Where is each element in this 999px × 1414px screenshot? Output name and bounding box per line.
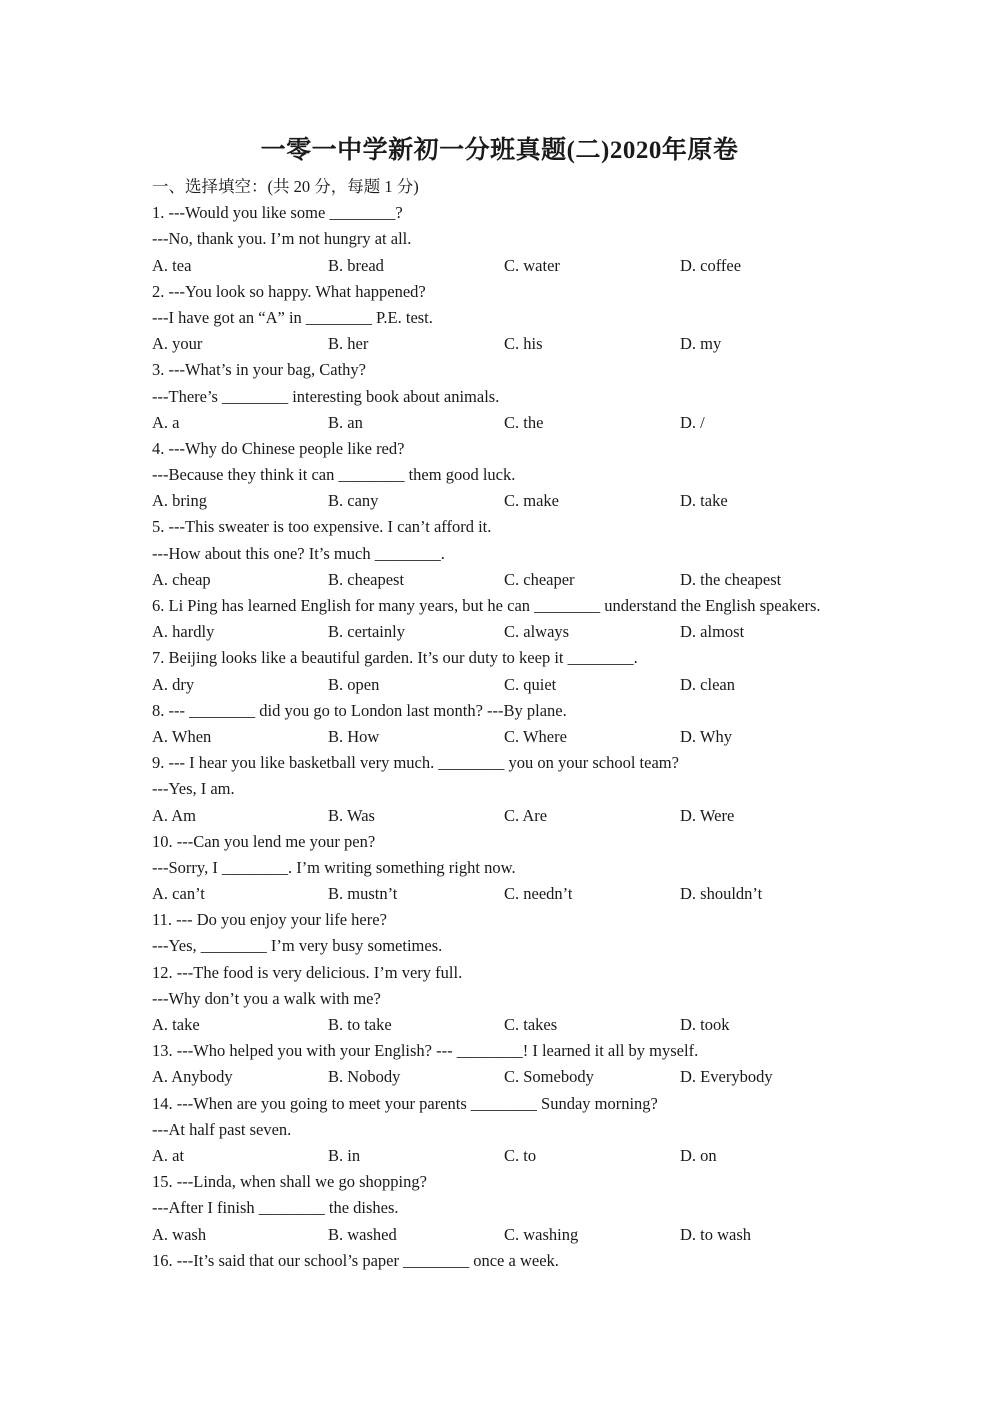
question-stem: 10. ---Can you lend me your pen? (152, 831, 376, 851)
question-14 (152, 1091, 912, 1170)
question-response-line: ---There’s ________ interesting book about animals. (152, 386, 500, 406)
option-d: D. my (680, 334, 722, 354)
question-stem: 11. --- Do you enjoy your life here? (152, 910, 387, 930)
question-12 (152, 960, 912, 1039)
question-9 (152, 750, 912, 829)
option-b: B. certainly (328, 622, 405, 642)
option-d: D. Everybody (680, 1067, 773, 1087)
option-d: D. / (680, 412, 705, 432)
options-row (152, 803, 912, 829)
question-stem: 4. ---Why do Chinese people like red? (152, 438, 405, 458)
question-stem: 2. ---You look so happy. What happened? (152, 281, 426, 301)
option-b: B. her (328, 334, 369, 354)
question-stem: 9. --- I hear you like basketball very much. ________ you on your school team? (152, 753, 679, 773)
option-c: C. always (504, 622, 570, 642)
option-b: B. in (328, 1145, 361, 1165)
question-13 (152, 1038, 912, 1090)
question-8 (152, 698, 912, 750)
option-b: B. an (328, 412, 363, 432)
question-stem: 3. ---What’s in your bag, Cathy? (152, 360, 366, 380)
option-a: A. hardly (152, 622, 215, 642)
question-16 (152, 1248, 912, 1274)
option-b: B. open (328, 674, 380, 694)
option-d: D. take (680, 491, 728, 511)
option-c: C. Are (504, 805, 548, 825)
options-row (152, 672, 912, 698)
question-2 (152, 279, 912, 358)
option-b: B. mustn’t (328, 884, 398, 904)
options-row (152, 881, 912, 907)
question-stem: 14. ---When are you going to meet your parents ________ Sunday morning? (152, 1093, 658, 1113)
option-b: B. How (328, 726, 380, 746)
question-stem: 1. ---Would you like some ________? (152, 203, 403, 223)
question-stem: 16. ---It’s said that our school’s paper ________ once a week. (152, 1250, 559, 1270)
option-c: C. make (504, 491, 559, 511)
option-d: D. Why (680, 726, 732, 746)
question-stem: 7. Beijing looks like a beautiful garden. It’s our duty to keep it ________. (152, 648, 638, 668)
option-d: D. clean (680, 674, 735, 694)
options-row (152, 1012, 912, 1038)
option-a: A. wash (152, 1224, 207, 1244)
option-c: C. Where (504, 726, 567, 746)
option-c: C. needn’t (504, 884, 573, 904)
option-b: B. washed (328, 1224, 397, 1244)
option-b: B. Was (328, 805, 375, 825)
question-stem: 6. Li Ping has learned English for many years, but he can ________ understand the English speakers. (152, 596, 821, 615)
question-response-line: ---Because they think it can ________ them good luck. (152, 465, 516, 485)
options-row (152, 619, 912, 645)
option-d: D. coffee (680, 255, 742, 275)
option-c: C. cheaper (504, 569, 575, 589)
exam-content (152, 174, 912, 1274)
question-stem: 13. ---Who helped you with your English? --- ________! I learned it all by myself. (152, 1041, 699, 1061)
question-stem: 5. ---This sweater is too expensive. I can’t afford it. (152, 517, 492, 537)
question-response-line: ---Sorry, I ________. I’m writing something right now. (152, 857, 516, 877)
option-c: C. the (504, 412, 544, 432)
option-a: A. Am (152, 805, 197, 825)
option-b: B. cany (328, 491, 379, 511)
option-b: B. cheapest (328, 569, 405, 589)
question-stem: 8. --- ________ did you go to London last month? ---By plane. (152, 700, 567, 720)
question-response-line: ---Yes, I am. (152, 779, 235, 799)
option-a: A. tea (152, 255, 192, 275)
question-response-line: ---At half past seven. (152, 1119, 292, 1139)
question-5 (152, 514, 912, 593)
question-response-line: ---No, thank you. I’m not hungry at all. (152, 229, 412, 249)
option-d: D. the cheapest (680, 569, 782, 589)
option-d: D. to wash (680, 1224, 752, 1244)
question-11 (152, 907, 912, 959)
options-row (152, 253, 912, 279)
option-a: A. your (152, 334, 203, 354)
option-c: C. to (504, 1145, 537, 1165)
option-b: B. bread (328, 255, 384, 275)
option-c: C. quiet (504, 674, 557, 694)
option-b: B. to take (328, 1015, 392, 1034)
option-b: B. Nobody (328, 1067, 401, 1087)
question-3 (152, 357, 912, 436)
options-row (152, 724, 912, 750)
options-row (152, 410, 912, 436)
option-a: A. dry (152, 674, 195, 694)
option-c: C. washing (504, 1224, 579, 1244)
question-10 (152, 829, 912, 908)
question-15 (152, 1169, 912, 1248)
option-a: A. take (152, 1015, 200, 1034)
option-a: A. can’t (152, 884, 205, 904)
option-d: D. on (680, 1145, 717, 1165)
question-stem: 15. ---Linda, when shall we go shopping? (152, 1172, 427, 1192)
question-response-line: ---Yes, ________ I’m very busy sometimes. (152, 936, 443, 956)
exam-title: 一零一中学新初一分班真题(二)2020年原卷 (260, 137, 739, 164)
option-c: C. Somebody (504, 1067, 594, 1087)
option-c: C. his (504, 334, 543, 354)
option-a: A. When (152, 726, 212, 746)
option-d: D. almost (680, 622, 745, 642)
question-1 (152, 200, 912, 279)
options-row (152, 331, 912, 357)
options-row (152, 1064, 912, 1090)
option-a: A. Anybody (152, 1067, 233, 1087)
option-d: D. shouldn’t (680, 884, 763, 904)
question-response-line: ---After I finish ________ the dishes. (152, 1198, 399, 1218)
question-stem: 12. ---The food is very delicious. I’m very full. (152, 962, 463, 982)
options-row (152, 488, 912, 514)
question-response-line: ---I have got an “A” in ________ P.E. test. (152, 307, 433, 327)
question-list (152, 200, 912, 1274)
question-7 (152, 645, 912, 697)
option-a: A. a (152, 412, 180, 432)
option-c: C. water (504, 255, 560, 275)
option-d: D. Were (680, 805, 735, 825)
question-6 (152, 593, 912, 645)
question-4 (152, 436, 912, 515)
options-row (152, 1143, 912, 1169)
section-heading: 一、选择填空：(共 20 分，每题 1 分) (152, 177, 419, 196)
option-c: C. takes (504, 1015, 558, 1034)
option-d: D. took (680, 1015, 730, 1034)
question-response-line: ---How about this one? It’s much ________. (152, 543, 445, 563)
question-response-line: ---Why don’t you a walk with me? (152, 988, 381, 1008)
options-row (152, 1222, 912, 1248)
options-row (152, 567, 912, 593)
option-a: A. bring (152, 491, 207, 511)
option-a: A. at (152, 1145, 185, 1165)
option-a: A. cheap (152, 569, 211, 589)
